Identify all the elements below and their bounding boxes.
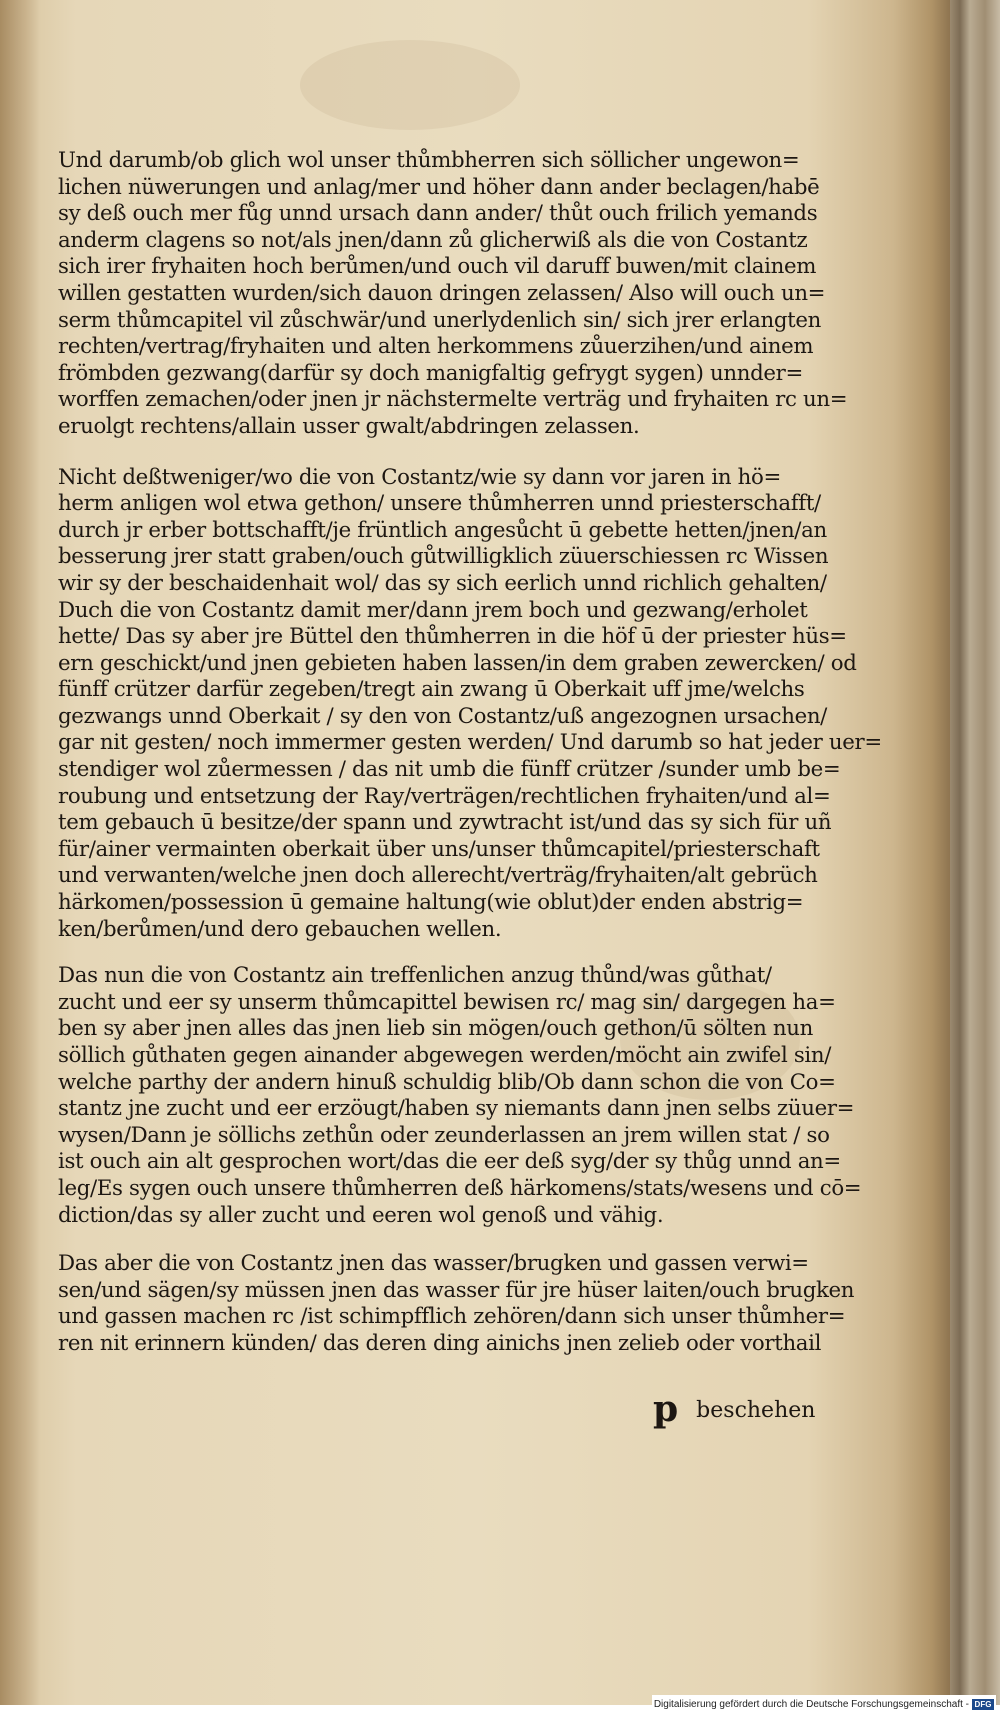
text-line: rechten/vertrag/fryhaiten und alten herkommens zůuerzihen/und ainem xyxy=(58,334,814,360)
text-line: Duch die von Costantz damit mer/dann jrem boch und gezwang/erholet xyxy=(58,597,808,623)
paragraph-3 xyxy=(58,963,862,1229)
text-line: tem gebauch ū besitze/der spann und zywtracht ist/und das sy sich für uñ xyxy=(58,810,832,836)
text-line: sich irer fryhaiten hoch berůmen/und ouch vil daruff buwen/mit clainem xyxy=(58,254,817,280)
text-line: Nicht deßtweniger/wo die von Costantz/wie sy dann vor jaren in hö= xyxy=(58,464,781,490)
text-line: roubung und entsetzung der Ray/verträgen/rechtlichen fryhaiten/und al= xyxy=(58,783,831,809)
text-line: und verwanten/welche jnen doch allerecht/verträg/fryhaiten/alt gebrüch xyxy=(58,863,818,889)
text-line: hette/ Das sy aber jre Büttel den thůmherren in die höf ū der priester hüs= xyxy=(58,624,847,650)
text-line: härkomen/possession ū gemaine haltung(wie oblut)der enden abstrig= xyxy=(58,890,804,916)
text-line: herm anligen wol etwa gethon/ unsere thůmherren unnd priesterschafft/ xyxy=(58,491,821,517)
paper-stain xyxy=(300,40,520,130)
text-line: Das nun die von Costantz ain treffenlichen anzug thůnd/was gůthat/ xyxy=(58,963,772,989)
paragraph-2 xyxy=(58,464,882,944)
text-line: wysen/Dann je söllichs zethůn oder zeunderlassen an jrem willen stat / so xyxy=(58,1122,830,1148)
text-line: diction/das sy aller zucht und eeren wol genoß und vähig. xyxy=(58,1202,664,1228)
text-line: gezwangs unnd Oberkait / sy den von Costantz/uß angezognen ursachen/ xyxy=(58,703,828,729)
main-text xyxy=(58,148,882,1358)
text-line: lichen nüwerungen und anlag/mer und höher dann ander beclagen/habē xyxy=(58,174,820,200)
text-line: frömbden gezwang(darfür sy doch manigfaltig gefrygt sygen) unnder= xyxy=(58,360,803,386)
text-line: stantz jne zucht und eer erzöugt/haben sy niemants dann jnen selbs züuer= xyxy=(58,1096,855,1122)
text-line: Und darumb/ob glich wol unser thůmbherren sich söllicher ungewon= xyxy=(58,148,800,173)
signature-mark: p xyxy=(653,1388,679,1430)
text-line: ern geschickt/und jnen gebieten haben lassen/in dem graben zewercken/ od xyxy=(58,650,857,676)
text-line: söllich gůthaten gegen ainander abgewegen werden/möcht ain zwifel sin/ xyxy=(58,1043,832,1068)
text-line: ren nit erinnern künden/ das deren ding ainichs jnen zelieb oder vorthail xyxy=(58,1330,822,1356)
text-line: zucht und eer sy unserm thůmcapittel bewisen rc/ mag sin/ dargegen ha= xyxy=(58,989,836,1015)
dfg-logo-icon: DFG xyxy=(972,1699,994,1710)
text-line: ist ouch ain alt gesprochen wort/das die eer deß syg/der sy thůg unnd an= xyxy=(58,1149,841,1175)
text-line: durch jr erber bottschafft/je früntlich angesůcht ū gebette hetten/jnen/an xyxy=(58,517,827,543)
text-line: sy deß ouch mer fůg unnd ursach dann ander/ thůt ouch frilich yemands xyxy=(58,201,818,227)
paragraph-4 xyxy=(58,1251,855,1357)
text-line: anderm clagens so not/als jnen/dann zů glicherwiß als die von Costantz xyxy=(58,227,808,253)
text-line: serm thůmcapitel vil zůschwär/und unerlydenlich sin/ sich jrer erlangten xyxy=(58,307,821,333)
credit-text: Digitalisierung gefördert durch die Deutsche Forschungsgemeinschaft - xyxy=(653,1698,969,1710)
text-line: ken/berůmen/und dero gebauchen wellen. xyxy=(58,916,502,942)
text-line: worffen zemachen/oder jnen jr nächstermelte verträg und fryhaiten rc un= xyxy=(58,387,848,413)
page-gutter xyxy=(0,0,40,1705)
dfg-credit xyxy=(652,1695,996,1713)
text-line: für/ainer vermainten oberkait über uns/unser thůmcapitel/priesterschaft xyxy=(58,836,820,862)
catchword-line xyxy=(653,1388,816,1430)
text-line: gar nit gesten/ noch immermer gesten werden/ Und darumb so hat jeder uer= xyxy=(58,730,882,756)
text-line: stendiger wol zůermessen / das nit umb die fünff crützer /sunder umb be= xyxy=(58,757,841,783)
text-line: besserung jrer statt graben/ouch gůtwilligklich züuerschiessen rc Wissen xyxy=(58,544,829,570)
page-edge xyxy=(950,0,1000,1705)
text-line: wir sy der beschaidenhait wol/ das sy sich eerlich unnd richlich gehalten/ xyxy=(58,570,827,596)
text-line: ben sy aber jnen alles das jnen lieb sin mögen/ouch gethon/ū sölten nun xyxy=(58,1016,813,1042)
text-line: Das aber die von Costantz jnen das wasser/brugken und gassen verwi= xyxy=(58,1251,809,1277)
paragraph-1 xyxy=(58,148,848,441)
text-line: leg/Es sygen ouch unsere thůmherren deß härkomens/stats/wesens und cō= xyxy=(58,1175,862,1201)
catchword: beschehen xyxy=(696,1398,816,1423)
text-line: welche parthy der andern hinuß schuldig blib/Ob dann schon die von Co= xyxy=(58,1069,836,1095)
text-line: eruolgt rechtens/allain usser gwalt/abdringen zelassen. xyxy=(58,413,640,439)
text-line: fünff crützer darfür zegeben/tregt ain zwang ū Oberkait uff jme/welchs xyxy=(58,677,805,703)
text-line: sen/und sägen/sy müssen jnen das wasser für jre hüser laiten/ouch brugken xyxy=(58,1277,855,1303)
text-line: und gassen machen rc /ist schimpfflich zehören/dann sich unser thůmher= xyxy=(58,1304,846,1330)
text-line: willen gestatten wurden/sich dauon dringen zelassen/ Also will ouch un= xyxy=(58,280,826,306)
